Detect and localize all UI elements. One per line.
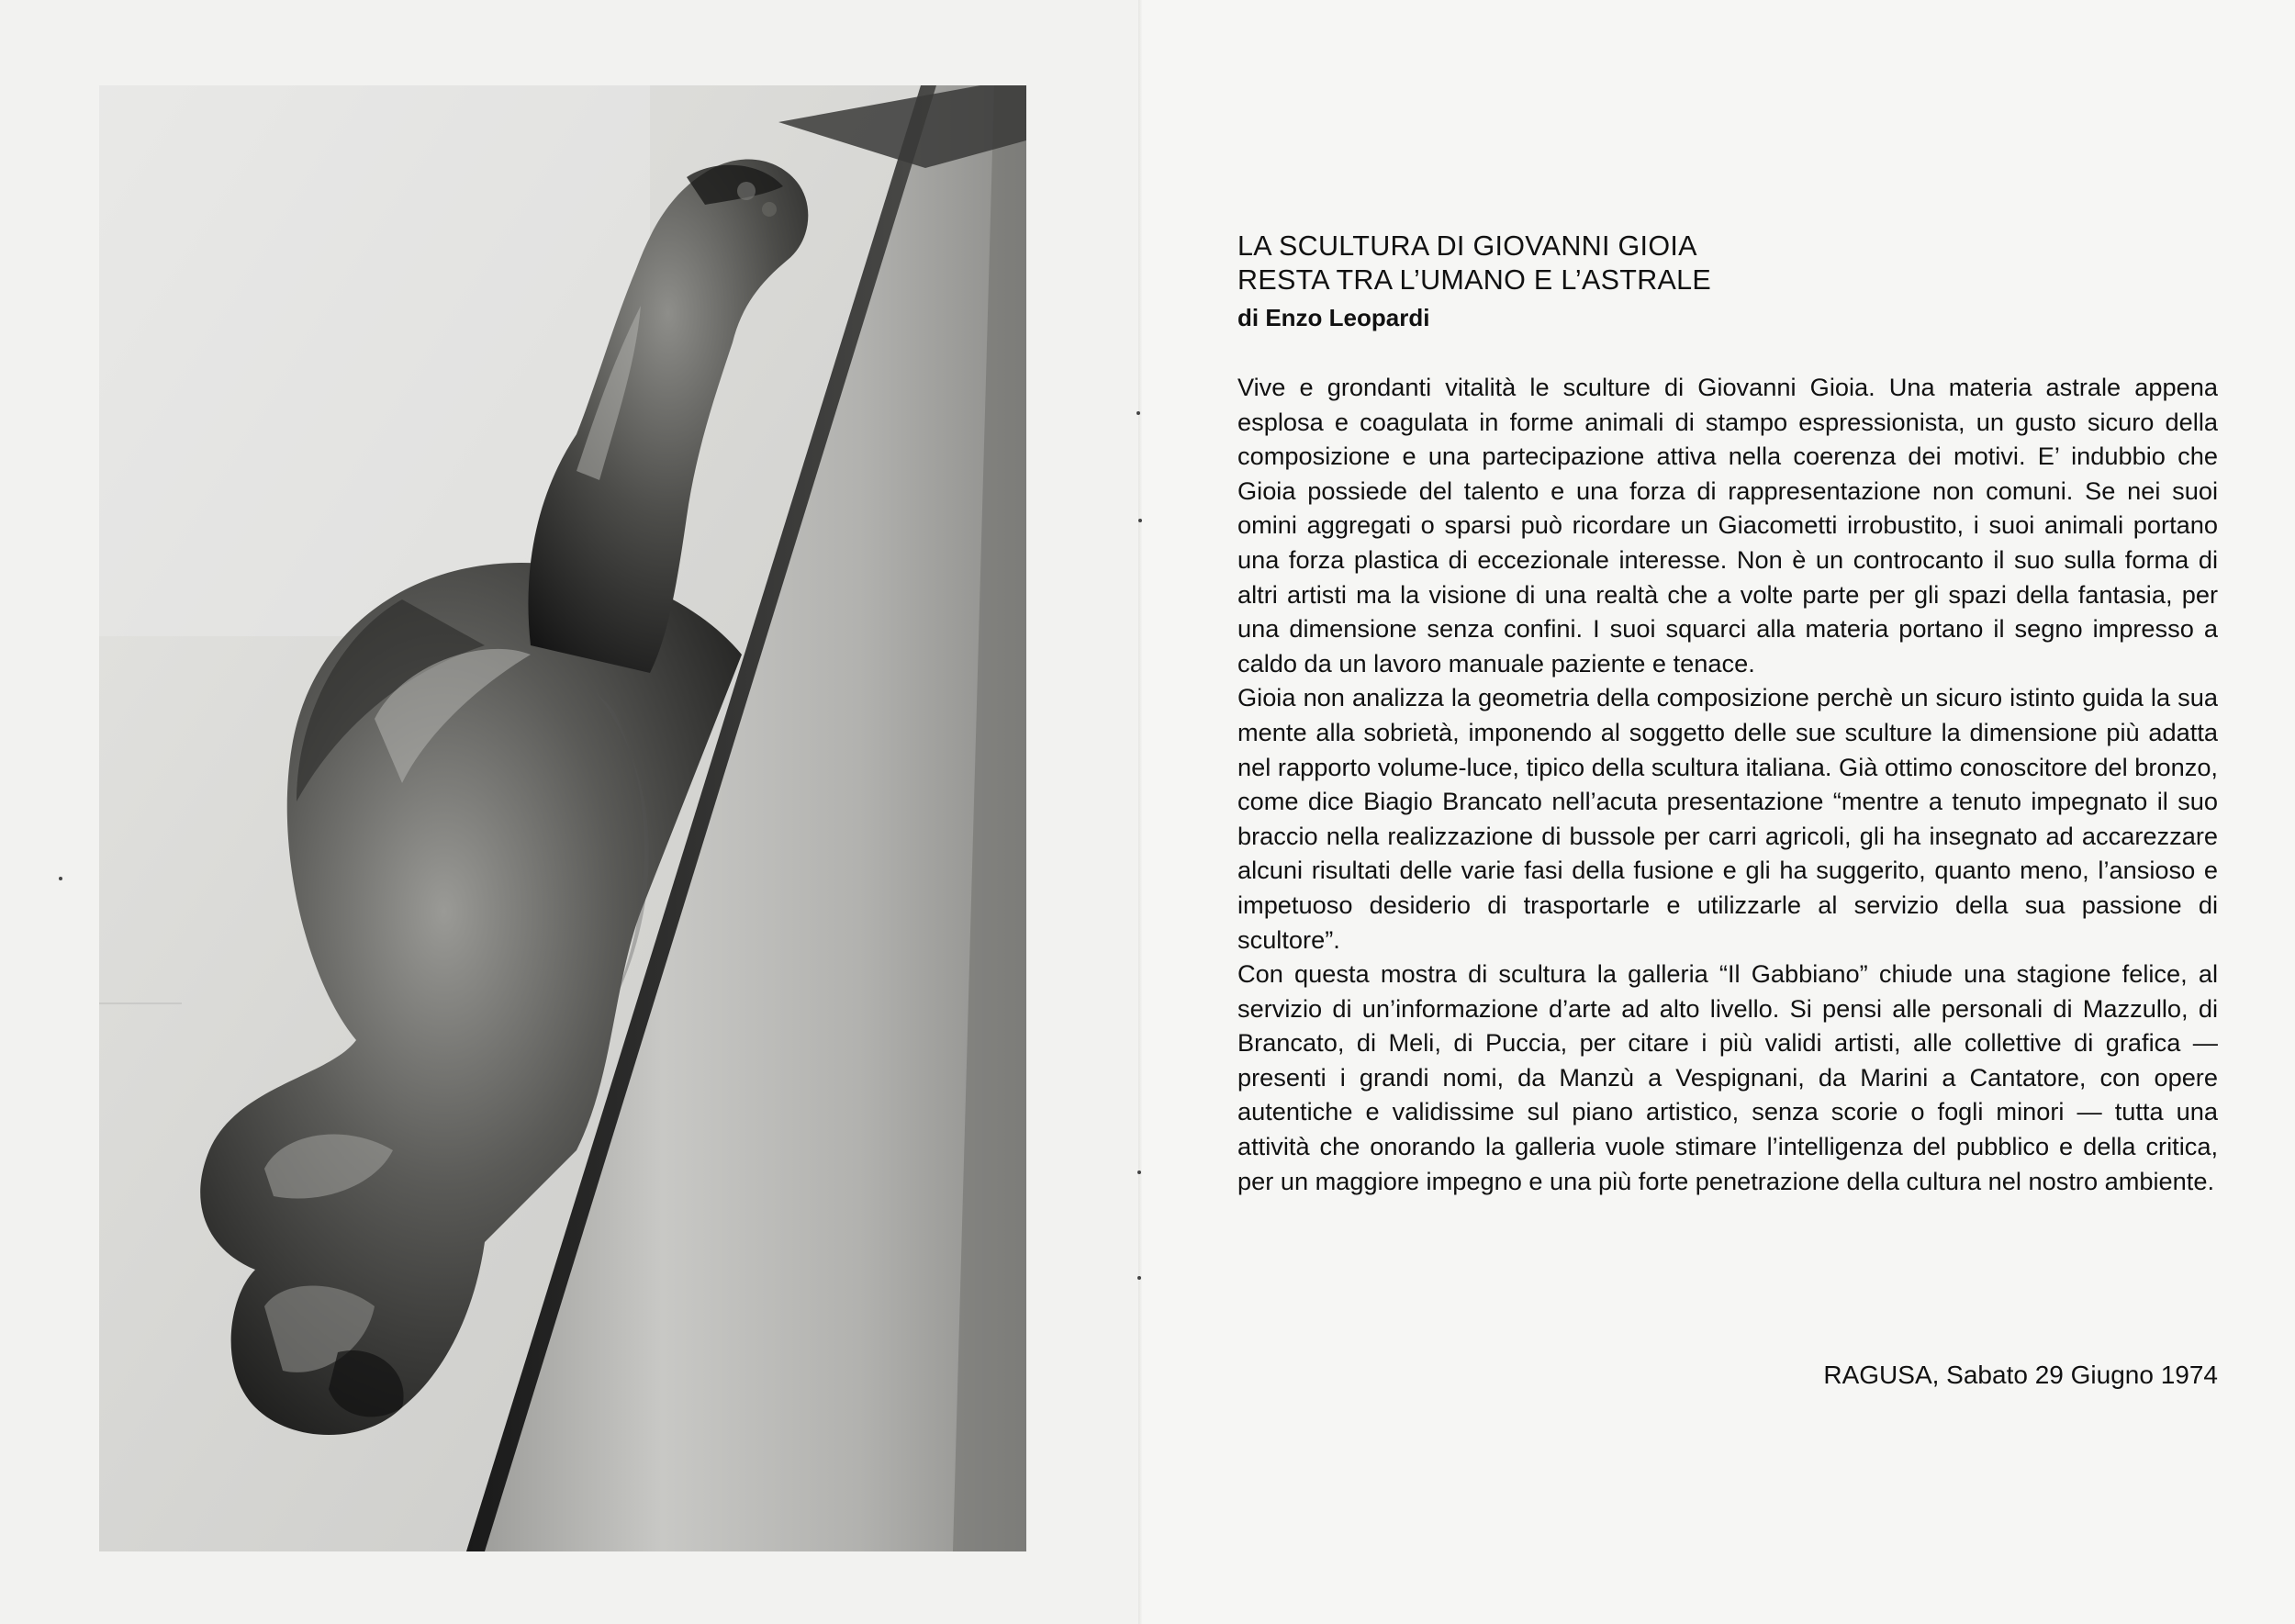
article-byline: di Enzo Leopardi — [1237, 304, 1430, 331]
speck — [1137, 1170, 1141, 1174]
speck — [1138, 519, 1142, 522]
article-paragraph-3: Con questa mostra di scultura la galleria “Il Gabbiano” chiude una stagione felice, al servizio di un’informazione d’arte ad alto livello. Si pensi alle personali di Mazzullo, di Brancato, di Meli, di Puccia, per citare i più validi artisti, alle collettive di grafica — presenti i grandi nomi, da Manzù a Vespignani, da Marini a Cantatore, con opere autentiche e validissime sul piano artistico, senza scorie o fogli minori — tutta una attività che onorando la galleria vuole stimare l’intelligenza del pubblico e della critica, per un maggiore impegno e una più forte penetrazione della cultura nel nostro ambiente. — [1237, 959, 2218, 1195]
speck — [1136, 411, 1140, 415]
speck — [1137, 1276, 1141, 1280]
speck — [59, 877, 62, 880]
article-dateline: RAGUSA, Sabato 29 Giugno 1974 — [1823, 1361, 2218, 1389]
article — [1237, 230, 2218, 1198]
article-title-line-1: LA SCULTURA DI GIOVANNI GIOIA — [1237, 230, 1697, 262]
article-title-line-2: RESTA TRA L’UMANO E L’ASTRALE — [1237, 264, 1712, 296]
left-page — [0, 0, 1143, 1624]
article-body — [1237, 370, 2218, 1198]
sculpture-photo-graphic — [99, 85, 1026, 1551]
article-paragraph-2: Gioia non analizza la geometria della composizione perchè un sicuro istinto guida la sua mente alla sobrietà, imponendo al soggetto delle sue sculture la dimensione più adatta nel rapporto volume-luce, tipico della scultura italiana. Già ottimo conoscitore del bronzo, come dice Biagio Brancato nell’acuta presentazione “mentre a tenuto impegnato il suo braccio nella realizzazione di bussole per carri agricoli, gli ha insegnato ad accarezzare alcuni risultati delle varie fasi della fusione e gli ha suggerito, quanto meno, l’ansioso e impetuoso desiderio di trasportarle e utilizzarle al servizio della sua passione di scultore”. — [1237, 683, 2218, 954]
sculpture-photo — [99, 85, 1026, 1551]
article-paragraph-1: Vive e grondanti vitalità le sculture di Giovanni Gioia. Una materia astrale appena esplosa e coagulata in forme animali di stampo espressionista, un gusto sicuro della composizione e una partecipazione attiva nella coerenza dei motivi. E’ indubbio che Gioia possiede del talento e una forza di rappresentazione non comuni. Se nei suoi omini aggregati o sparsi può ricordare un Giacometti irrobustito, i suoi animali portano una forza plastica di eccezionale interesse. Non è un controcanto il suo sulla forma di altri artisti ma la visione di una realtà che a volte parte per gli spazi della fantasia, per una dimensione senza confini. I suoi squarci alla materia portano il segno impresso a caldo da un lavoro manuale paziente e tenace. — [1237, 373, 2218, 678]
